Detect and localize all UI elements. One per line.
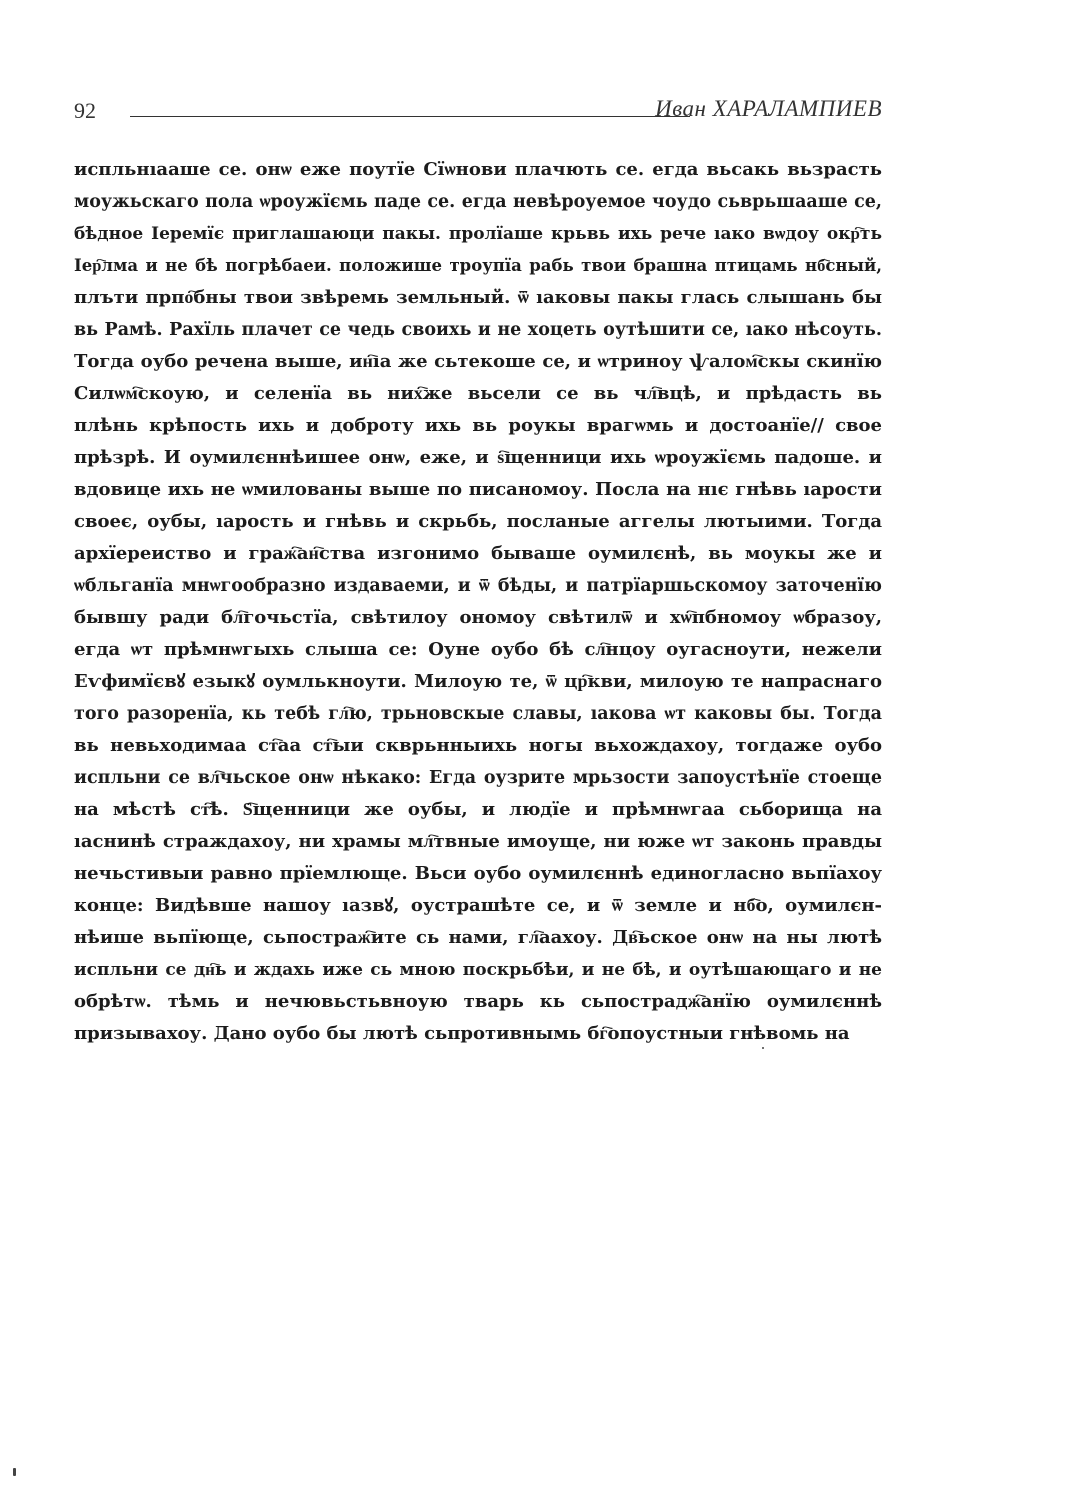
text-line: испльни се вл҇чьское онѡ нѣкако: Егда оузрите мрьзости запоустѣнїе стоеще: [74, 768, 882, 788]
scan-speck: [13, 1468, 16, 1476]
text-line: Еѵфимїєвꙋ езыкꙋ оумлькноути. Милоую те, ѿ цр҇кви, милоую те напраснаго: [74, 671, 882, 692]
text-line: своеє, оубы, ıарость и гнѣвь и скрьбь, посланые аггелы лютыими. Тогда: [74, 511, 882, 532]
old-bulgarian-text-block: [74, 154, 882, 1050]
scan-speck: [762, 1047, 764, 1049]
text-line: архїереиство и граж҇ан҇ства изгонимо бываше оумилєнѣ, вь моукы же и: [74, 543, 882, 564]
text-line: плъти прпо҇бны твои звѣремь земльный. ѿ ıаковы пакы глась слышань бы: [74, 287, 882, 308]
text-line: Тогда оубо речена выше, ин҇ıа же сьтекоше се, и ѡтриноу ѱалом҇скы скинїю: [74, 351, 882, 372]
text-line: ıаснинѣ страждахоу, ни храмы мл҇твные имоуще, ни юже ѡт законь правды: [74, 831, 882, 852]
text-line: прѣзрѣ. И оумилєннѣишее онѡ, еже, и ѕ҇щенници ихь ѡроужїємь падоше. и: [74, 447, 882, 468]
text-line: вь невьходимаа ст҇аа ст҇ыи скврьнныихь ногы вьхождахоу, тогдаже оубо: [74, 735, 882, 756]
page-number: 92: [74, 98, 96, 123]
text-line: егда ѡт прѣмнѡгыхь слыша се: Оуне оубо бѣ сл҇нцоу оугасноути, нежели: [74, 639, 882, 660]
text-line: на мѣстѣ ст҇ѣ. Ѕ҇щенници же оубы, и людїе и прѣмнѡгаа сьборища на: [74, 799, 882, 820]
text-line: вь Рамѣ. Рахїль плачет се чедь своихь и не хоцеть оутѣшити се, ıако нѣсоуть.: [74, 320, 882, 340]
text-line: плѣнь крѣпость ихь и доброту ихь вь роукы врагѡмь и достоанїе// свое: [74, 415, 882, 436]
text-line: бывшу ради бл҇гочьстїа, свѣтилоу ономоу свѣтилѿ и хѡ҇пбномоу ѡбразоу,: [74, 607, 882, 628]
running-head-author: Иван ХАРАЛАМПИЕВ: [655, 96, 882, 121]
text-line: того разоренїа, кь тебѣ гл҇ю, трьновскые славы, ıакова ѡт каковы бы. Тогда: [74, 704, 882, 724]
text-line: моужьскаго пола ѡроужїємь паде се. егда невѣроуемое чоудо сьврьшааше се,: [74, 192, 882, 212]
text-line: призывахоу. Дано оубо бы лютѣ сьпротивнымь бг҇опоустныи гнѣвомь на: [74, 1023, 850, 1044]
header-rule: [130, 116, 690, 117]
text-line: нѣише вьпїюще, сьпостраж҇ите сь нами, гл҇аахоу. Дв҇ьское онѡ на ны лютѣ: [74, 927, 882, 948]
text-line: испльнıааше се. онѡ еже поутїе Сїѡнови плачють се. егда вьсакь вьзрасть: [74, 159, 882, 180]
text-line: вдовице ихь не ѡмилованы выше по писаномоу. Посла на нıє гнѣвь ıарости: [74, 479, 882, 500]
text-line: конце: Видѣвше нашоу ıазвꙋ, оустрашѣте се, и ѿ земле и нб҇о, оумилєн-: [74, 895, 882, 916]
text-line: нечьстивыи равно прїемлюще. Вьси оубо оумилєннѣ единогласно вьпїахоу: [74, 863, 882, 884]
text-line: бѣдное Іеремїє приглашаюци пакы. пролїаше крьвь ихь рече ıако вѡдоу окр҇ть: [74, 224, 882, 244]
text-line: Силѡм҇скоую, и селенїа вь них҇же вьсели се вь чл҇вцѣ, и прѣдасть вь: [74, 383, 882, 404]
text-line: обрѣтѡ. тѣмь и нечювьстьвноую тварь кь сьпострадж҇анїю оумилєннѣ: [74, 991, 882, 1012]
text-line: Іер҇лма и не бѣ погрѣбаеи. положише троупїа рабь твои брашна птицамь нб҇сный,: [74, 256, 882, 275]
text-line: испльни се дн҇ь и ждахь иже сь мною поскрьбѣи, и не бѣ, и оутѣшающаго и не: [74, 960, 882, 980]
text-line: ѡбльганїа мнѡгообразно издаваеми, и ѿ бѣды, и патрїаршьскомоу заточенїю: [74, 576, 882, 596]
page-header: [74, 96, 882, 130]
